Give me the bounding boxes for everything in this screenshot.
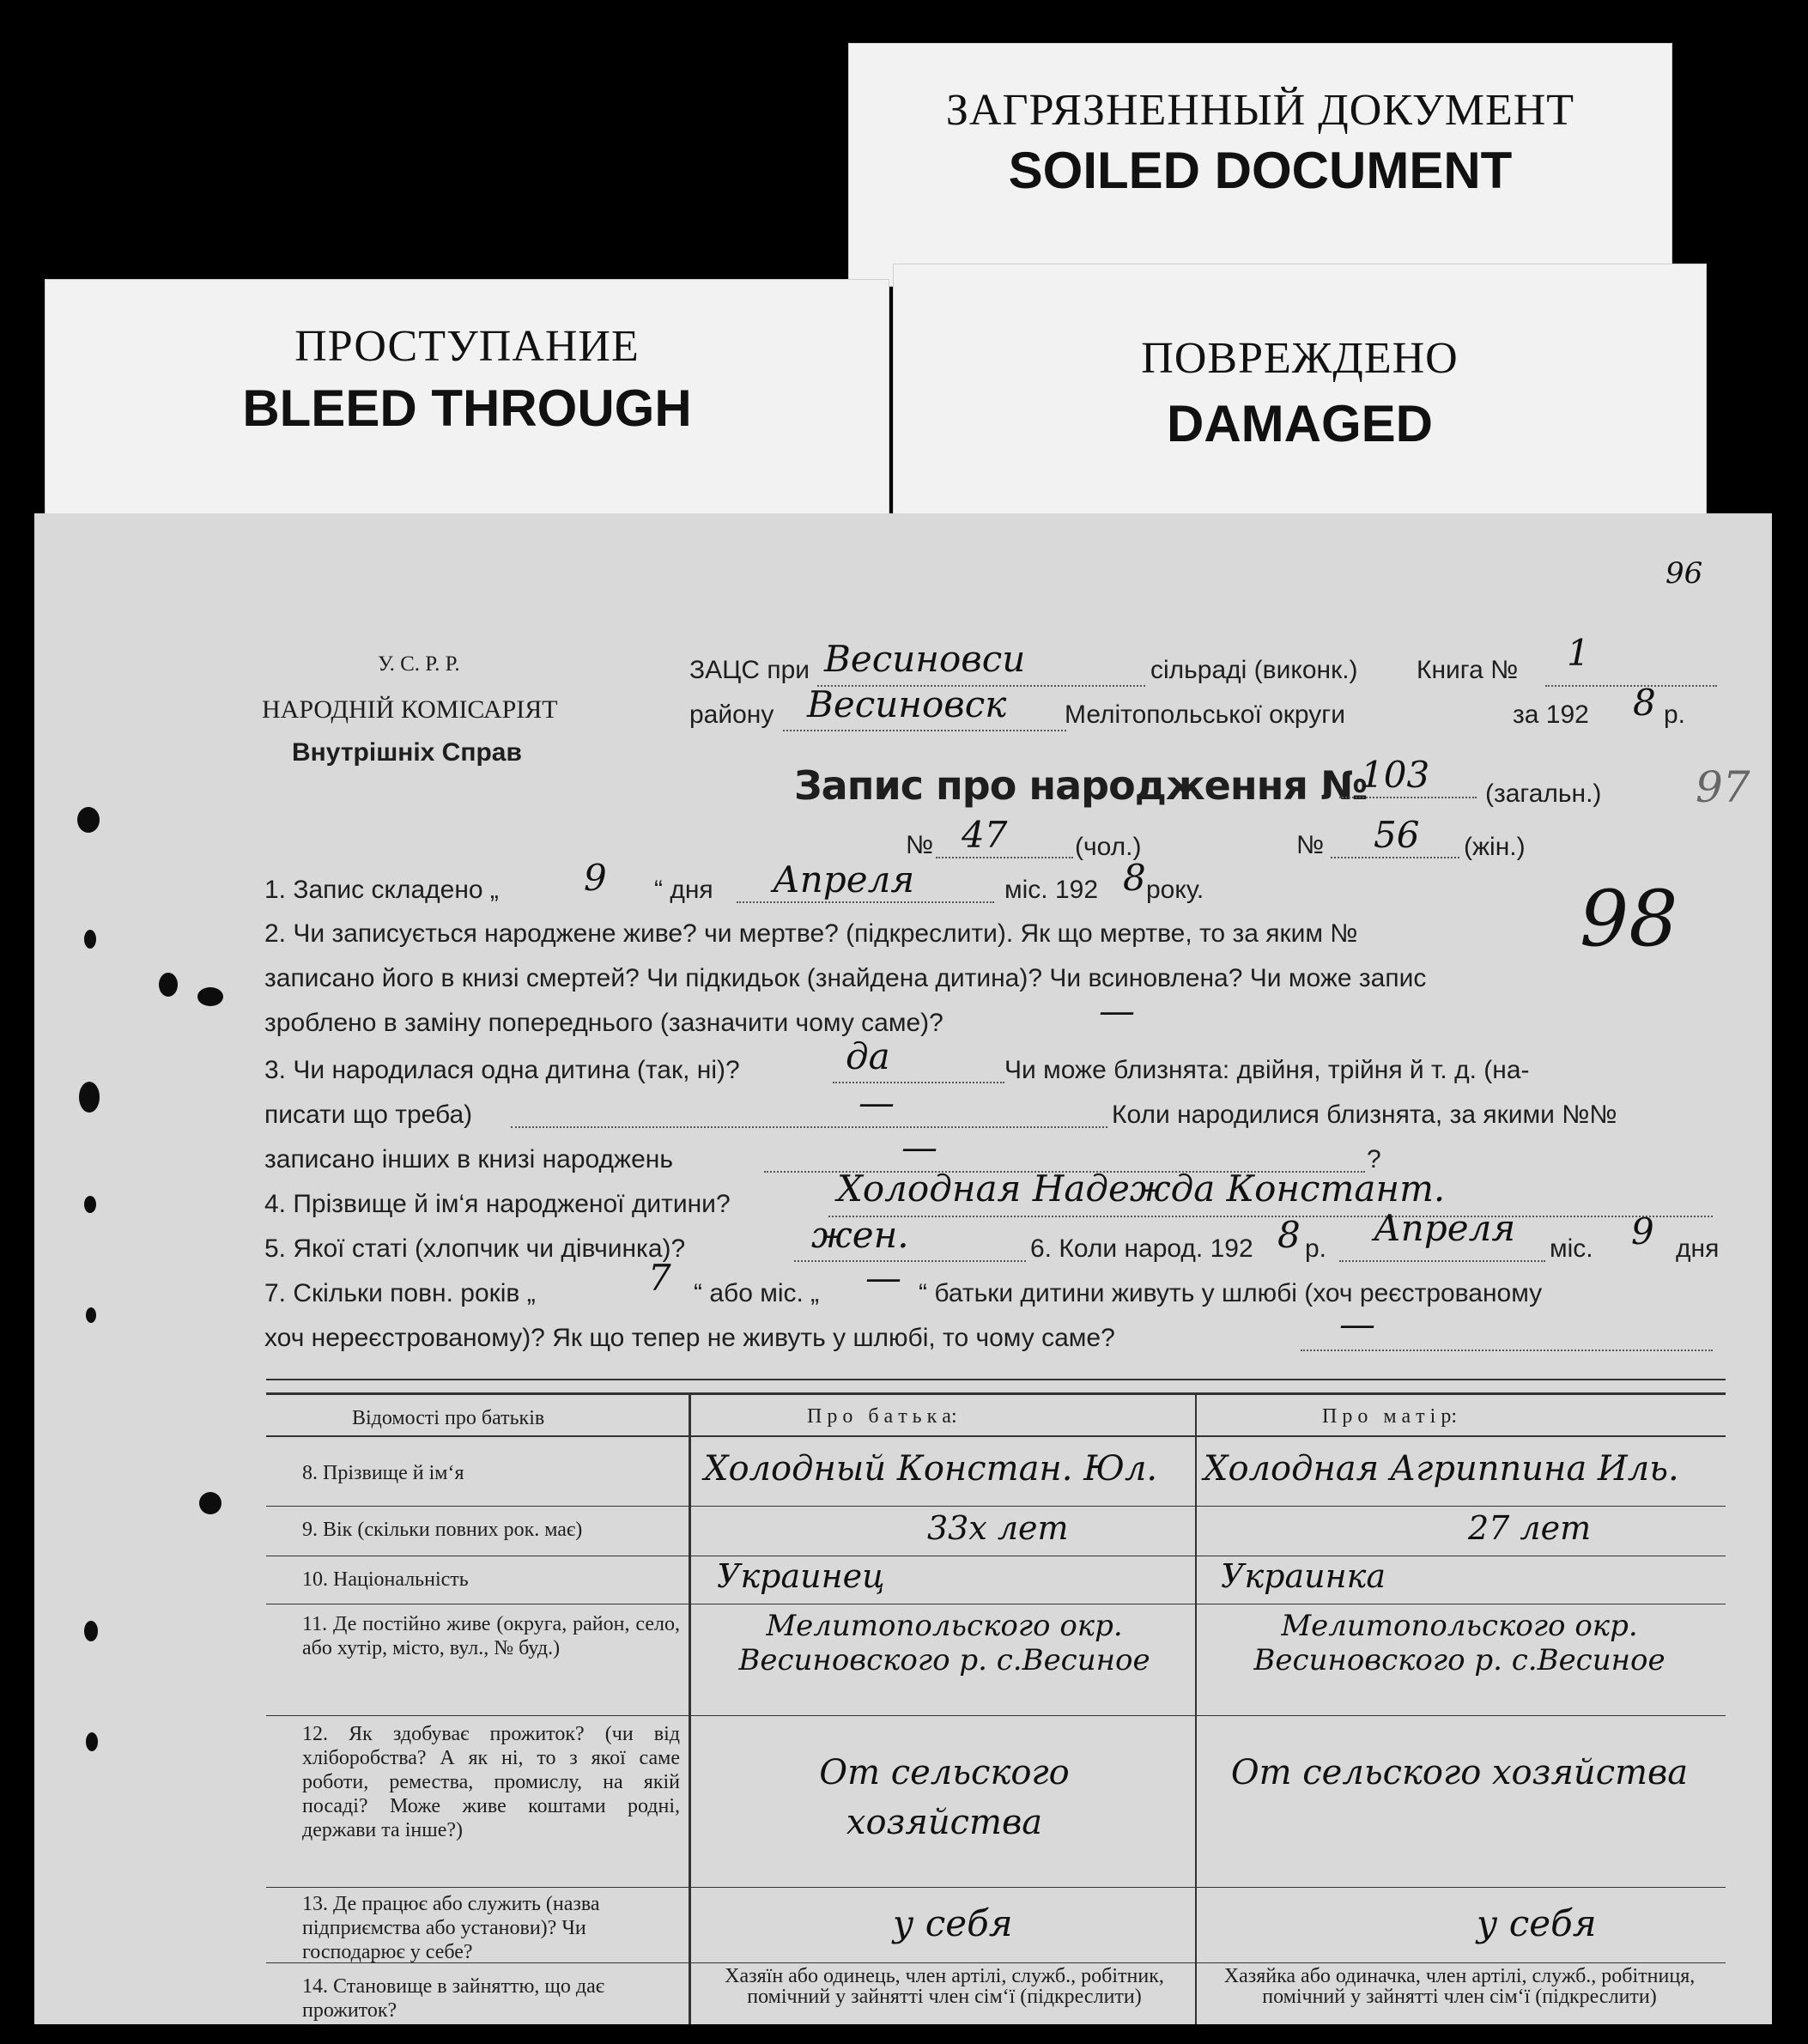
mother-residence: Мелитопольского окр. Весиновского р. с.Весиное — [1253, 1609, 1665, 1677]
q4-label: 4. Прізвище й ім‘я народженої дитини? — [264, 1190, 731, 1218]
birth-record-form — [34, 513, 1772, 2024]
punch-hole — [84, 1621, 98, 1641]
male-number: 47 — [962, 814, 1008, 856]
q6-month-dots — [1339, 1260, 1545, 1262]
q7-label-c: “ батьки дитини живуть у шлюбі (хоч реєстрованому — [919, 1279, 1543, 1307]
damaged-ru-text: ПОВРЕЖДЕНО — [1141, 334, 1459, 383]
mother-age: 27 лет — [1468, 1509, 1592, 1547]
mother-livelihood: От сельского хозяйства — [1230, 1753, 1689, 1792]
q3-label-b: Чи може близнята: двійня, трійня й т. д. (на- — [1004, 1056, 1530, 1084]
q3-label-a: 3. Чи народилася одна дитина (так, ні)? — [264, 1056, 740, 1084]
birth-year: 8 — [1277, 1214, 1301, 1256]
punch-hole — [84, 930, 96, 949]
q5-label: 5. Якої статі (хлопчик чи дівчинка)? — [264, 1234, 686, 1263]
book-dots — [1545, 685, 1717, 687]
table-col-divider — [689, 1392, 691, 2024]
q6-label-c: міс. — [1550, 1234, 1593, 1263]
q7-line2: хоч нереєстрованому)? Як що тепер не живуть у шлюбі, то чому саме? — [264, 1324, 1115, 1352]
q4-dots — [828, 1216, 1713, 1217]
ussr-heading: У. С. Р. Р. — [378, 652, 460, 676]
mother-workplace: у себя — [1477, 1902, 1597, 1944]
father-age: 33х лет — [927, 1509, 1069, 1547]
margin-mark-98: 98 — [1580, 874, 1678, 964]
row-9-label: 9. Вік (скільки повних рок. має) — [302, 1519, 583, 1541]
father-employment-status: Хазяїн або одинець, член артілі, служб., робітник, помічний у зайнятті член сім‘ї (підкреслити) — [725, 1965, 1164, 2008]
header-parents-info: Відомості про батьків — [352, 1407, 545, 1429]
q1-month-dots — [737, 901, 994, 903]
q6-label-a: 6. Коли народ. 192 — [1030, 1234, 1253, 1263]
q5-dots — [794, 1260, 1026, 1262]
year-label: за 192 — [1513, 701, 1589, 729]
mother-employment-status: Хазяйка або одиначка, член артілі, служб., робітниця, помічний у зайнятті член сім‘ї (підкреслити) — [1223, 1965, 1696, 2008]
father-residence: Мелитопольского окр. Весиновского р. с.Весиное — [738, 1609, 1150, 1677]
table-row-divider — [266, 1435, 1726, 1437]
record-number: 103 — [1361, 754, 1430, 796]
rayon-dots — [783, 730, 1066, 731]
birth-month: Апреля — [1374, 1207, 1516, 1249]
male-number-dots — [936, 857, 1073, 858]
male-label: (чол.) — [1075, 833, 1142, 861]
q3-value: да — [846, 1035, 890, 1077]
q1-label-b: “ дня — [654, 876, 713, 904]
table-top-rule — [266, 1379, 1726, 1380]
commissariat-heading: НАРОДНІЙ КОМІСАРІЯТ — [262, 695, 558, 724]
soiled-ru-text: ЗАГРЯЗНЕННЫЙ ДОКУМЕНТ — [945, 86, 1575, 135]
bleed-ru-text: ПРОСТУПАНИЕ — [294, 322, 640, 371]
table-row-divider — [266, 1887, 1726, 1888]
birth-day: 9 — [1631, 1210, 1654, 1252]
child-sex: жен. — [811, 1214, 909, 1256]
table-row-divider — [266, 1506, 1726, 1507]
female-no-label: № — [1296, 831, 1325, 859]
mother-name: Холодная Агриппина Иль. — [1204, 1449, 1679, 1489]
record-title: Запис про народження № — [794, 762, 1368, 809]
q1-label-c: міс. 192 — [1004, 876, 1099, 904]
record-number-dots — [1339, 797, 1477, 798]
q3-value2: — — [858, 1082, 895, 1124]
q1-day: 9 — [584, 857, 607, 899]
parents-table — [266, 1379, 1726, 2024]
rayon-label: району — [689, 701, 774, 729]
margin-mark-97: 97 — [1696, 762, 1750, 812]
female-number-dots — [1331, 857, 1459, 858]
q6-label-d: дня — [1676, 1234, 1720, 1263]
punch-hole — [77, 807, 100, 833]
male-no-label: № — [906, 831, 934, 859]
punch-hole — [84, 1196, 96, 1213]
row-12-label: 12. Як здобуває прожиток? (чи від хліборобства? А як ні, то з якої саме роботи, ремества, промислу, на якій посаді? Може живе коштами родні, держави та інше?) — [302, 1723, 680, 1841]
q7-label-a: 7. Скільки повн. років „ — [264, 1279, 536, 1307]
punch-hole — [79, 1082, 100, 1113]
q1-year: 8 — [1123, 857, 1146, 899]
q3-line2: писати що треба) — [264, 1101, 473, 1129]
q2-line2: записано його в книзі смертей? Чи підкидьок (знайдена дитина)? Чи всиновлена? Чи може запис — [264, 964, 1427, 992]
table-col-divider — [1195, 1392, 1197, 2024]
internal-affairs-heading: Внутрішніх Справ — [292, 738, 522, 767]
q1-month: Апреля — [773, 858, 915, 901]
q3-value3: — — [901, 1126, 937, 1168]
father-name: Холодный Констан. Юл. — [704, 1449, 1158, 1489]
q3-line2-dots — [511, 1126, 1107, 1128]
marriage-years: 7 — [648, 1257, 671, 1299]
row-13-label: 13. Де працює або служить (назва підприємства або установи)? Чи господарює у себе? — [302, 1893, 600, 1963]
year-suffix: р. — [1664, 701, 1686, 729]
punch-hole — [197, 987, 223, 1006]
female-label: (жін.) — [1464, 833, 1526, 861]
row-10-label: 10. Національність — [302, 1568, 469, 1591]
q7-dots — [1301, 1350, 1713, 1351]
table-top-rule — [266, 1392, 1726, 1395]
table-row-divider — [266, 1715, 1726, 1716]
q2-value: — — [1099, 990, 1135, 1032]
header-father: П р о б а т ь к а: — [807, 1405, 957, 1428]
father-nationality: Украинец — [717, 1557, 885, 1595]
father-workplace: у себя — [893, 1902, 1013, 1944]
zacs-label: ЗАЦС при — [689, 656, 810, 684]
okruha-label: Мелітопольської округи — [1065, 701, 1345, 729]
q2-line3: зроблено в заміну попереднього (зазначити чому саме)? — [264, 1009, 943, 1037]
q7-label-b: “ або міс. „ — [694, 1279, 820, 1307]
punch-hole — [199, 1492, 221, 1514]
female-number: 56 — [1374, 814, 1420, 856]
punch-hole — [86, 1732, 98, 1751]
q1-label-d: року. — [1146, 876, 1204, 904]
book-value: 1 — [1567, 632, 1590, 674]
q2-line1: 2. Чи записується народжене живе? чи мертве? (підкреслити). Як що мертве, то за яким № — [264, 919, 1358, 948]
header-mother: П р о м а т і р: — [1322, 1405, 1457, 1428]
bleed-en-text: BLEED THROUGH — [242, 379, 692, 437]
damaged-en-text: DAMAGED — [1167, 395, 1433, 452]
marriage-months: — — [865, 1257, 901, 1299]
soiled-en-text: SOILED DOCUMENT — [1008, 142, 1513, 199]
selrada-label: сільраді (виконк.) — [1150, 656, 1358, 684]
q1-label-a: 1. Запис складено „ — [264, 876, 499, 904]
q6-label-b: р. — [1305, 1234, 1327, 1263]
punch-hole — [159, 973, 178, 997]
row-8-label: 8. Прізвище й ім‘я — [302, 1462, 464, 1484]
year-value: 8 — [1633, 682, 1656, 724]
child-name: Холодная Надежда Констант. — [837, 1168, 1446, 1210]
soiled-document-card — [848, 43, 1672, 287]
bleed-through-card — [45, 279, 889, 530]
rayon-value: Весиновск — [807, 683, 1007, 725]
punch-hole — [86, 1307, 96, 1323]
q3-line3: записано інших в книзі народжень — [264, 1145, 674, 1174]
mother-nationality: Украинка — [1221, 1557, 1386, 1595]
q3-line2b: Коли народилися близнята, за якими №№ — [1112, 1101, 1617, 1129]
row-14-label: 14. Становище в зайняттю, що дає прожиток? — [302, 1975, 605, 2022]
general-label: (загальн.) — [1485, 779, 1602, 808]
q7-value: — — [1339, 1303, 1375, 1345]
row-11-label: 11. Де постійно живе (округа, район, село, або хутір, місто, вул., № буд.) — [302, 1613, 680, 1659]
page-mark: 96 — [1665, 556, 1703, 591]
q3-line3b: ? — [1367, 1145, 1381, 1174]
book-label: Книга № — [1417, 656, 1519, 684]
zacs-value: Весиновси — [824, 638, 1026, 680]
damaged-card — [893, 264, 1707, 528]
father-livelihood: От сельского хозяйства — [819, 1753, 1070, 1842]
